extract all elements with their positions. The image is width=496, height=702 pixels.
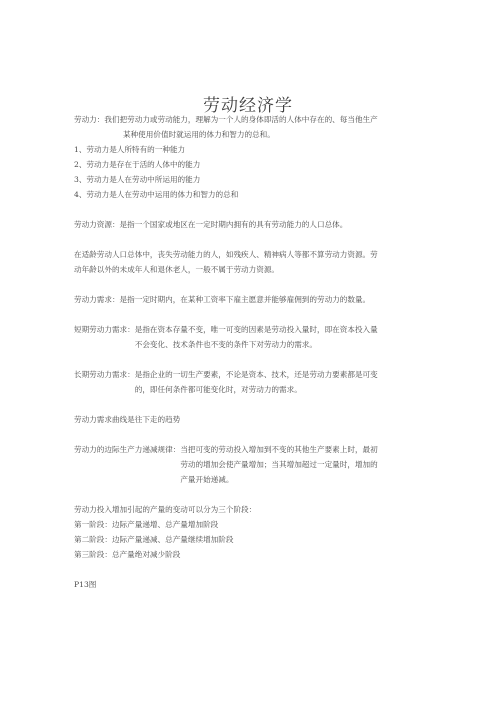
short-run-demand-term: 短期劳动力需求： — [74, 325, 135, 334]
diminishing-line-2: 劳动的增加会使产量增加；当其增加超过一定量时，增加的 — [180, 460, 378, 469]
list-item: 第三阶段：总产量绝对减少阶段 — [74, 550, 181, 559]
diminishing-returns-definition — [74, 442, 434, 487]
spacer — [74, 562, 434, 577]
diminishing-returns-term: 劳动力的边际生产力递减规律： — [74, 445, 181, 454]
stages-intro: 劳动力投入增加引起的产量的变动可以分为三个阶段： — [74, 505, 257, 514]
list-item: 4、劳动力是人在劳动中运用的体力和智力的总和 — [74, 190, 239, 199]
short-run-demand-text — [135, 322, 434, 352]
long-run-demand-text — [135, 367, 434, 397]
demand-curve-note: 劳动力需求曲线是往下走的趋势 — [74, 415, 181, 424]
spacer — [74, 202, 434, 217]
long-run-demand-term: 长期劳动力需求： — [74, 370, 135, 379]
stages-section — [74, 502, 434, 562]
diminishing-line-3: 产量开始递减。 — [180, 475, 234, 484]
figure-reference: P13图 — [74, 580, 97, 589]
list-item: 第一阶段：边际产量递增、总产量增加阶段 — [74, 520, 219, 529]
diminishing-line-1: 当把可变的劳动投入增加到不变的其他生产要素上时，最初 — [180, 445, 378, 454]
spacer — [74, 307, 434, 322]
document-body — [74, 112, 434, 592]
long-run-demand-definition — [74, 367, 434, 397]
spacer — [74, 487, 434, 502]
list-item: 2、劳动力是存在于活的人体中的能力 — [74, 160, 201, 169]
short-run-line-2: 不会变化、技术条件也不变的条件下对劳动力的需求。 — [134, 340, 317, 349]
short-run-demand-definition — [74, 322, 434, 352]
spacer — [74, 397, 434, 412]
list-item: 1、劳动力是人所特有的一种能力 — [74, 145, 186, 154]
long-run-line-2: 的，即任何条件都可能变化时，对劳动力的需求。 — [134, 385, 302, 394]
labor-power-points — [74, 142, 434, 202]
document-title: 劳动经济学 — [203, 96, 293, 116]
list-item: 3、劳动力是人在劳动中所运用的能力 — [74, 175, 201, 184]
labor-power-line-1: 劳动力：我们把劳动力或劳动能力，理解为一个人的身体即活的人体中存在的、每当他生产 — [74, 115, 378, 124]
working-age-note — [74, 247, 434, 277]
long-run-line-1: 是指企业的一切生产要素，不论是资本、技术，还是劳动力要素都是可变 — [134, 370, 378, 379]
spacer — [74, 232, 434, 247]
labor-power-line-2: 某种使用价值时就运用的体力和智力的总和。 — [123, 130, 275, 139]
list-item: 第二阶段：边际产量递减、总产量继续增加阶段 — [74, 535, 234, 544]
labor-resources-definition: 劳动力资源：是指一个国家或地区在一定时期内拥有的具有劳动能力的人口总体。 — [74, 220, 348, 229]
short-run-line-1: 是指在资本存量不变，唯一可变的因素是劳动投入量时，即在资本投入量 — [134, 325, 378, 334]
working-age-line-2: 动年龄以外的未成年人和退休老人，一般不属于劳动力资源。 — [74, 265, 280, 274]
spacer — [74, 427, 434, 442]
labor-power-definition — [74, 112, 434, 142]
spacer — [74, 352, 434, 367]
diminishing-returns-text — [180, 442, 434, 487]
spacer — [74, 277, 434, 292]
working-age-line-1: 在适龄劳动人口总体中，丧失劳动能力的人，如残疾人、精神病人等都不算劳动力资源。劳 — [74, 250, 378, 259]
labor-demand-definition: 劳动力需求：是指一定时期内，在某种工资率下雇主愿意并能够雇佣到的劳动力的数量。 — [74, 295, 371, 304]
